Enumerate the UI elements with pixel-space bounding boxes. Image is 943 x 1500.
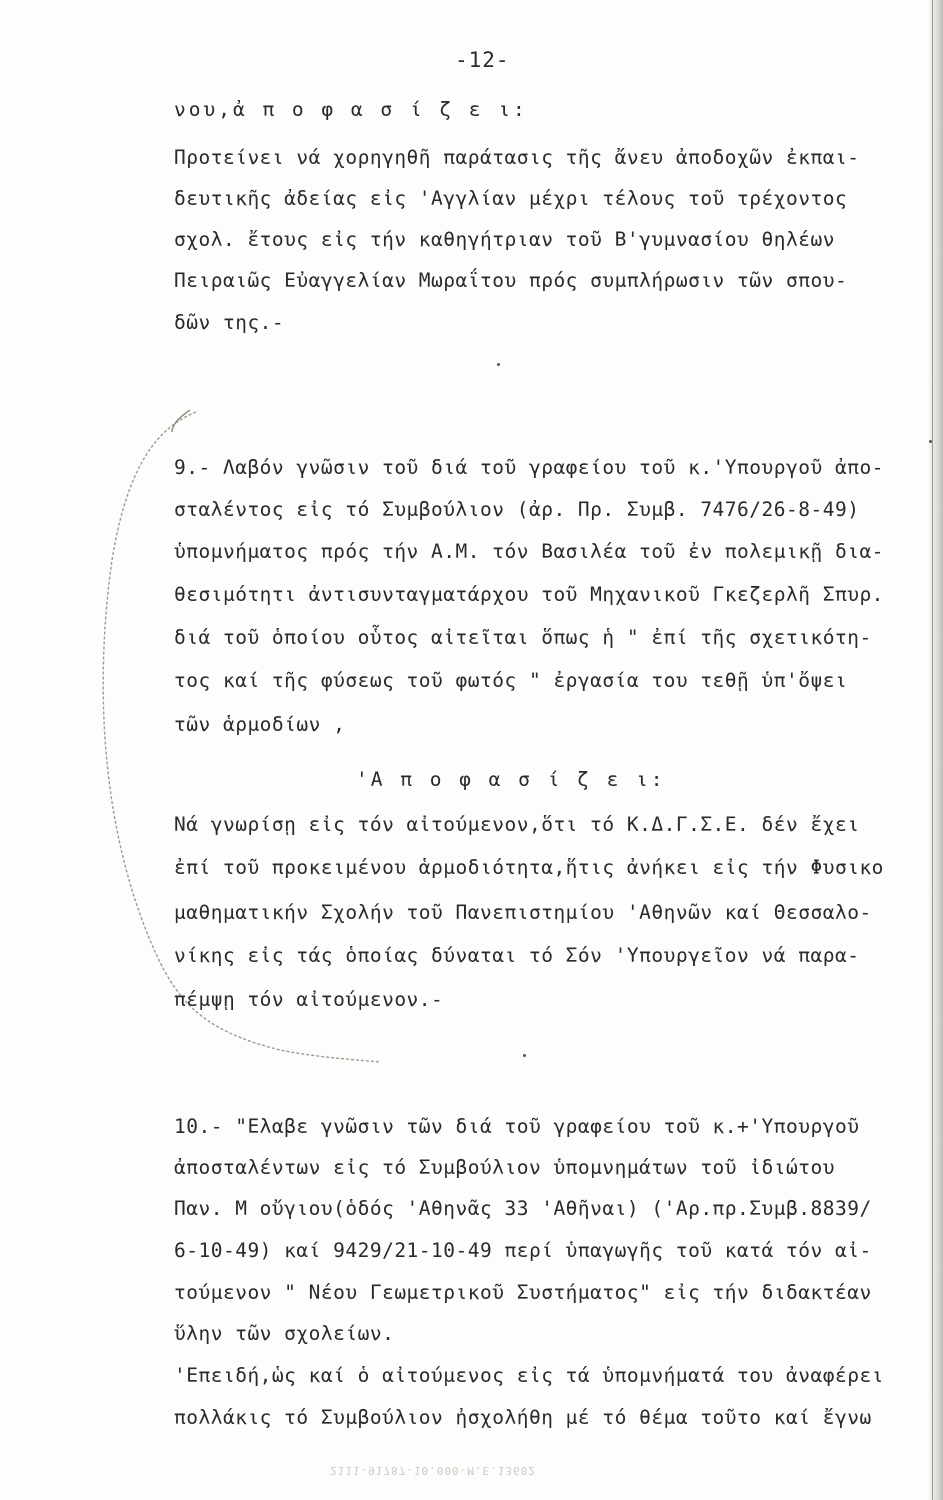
text-line: τούμενον " Νέου Γεωμετρικοῦ Συστήματος" εἰς τήν διδακτέαν xyxy=(174,1281,872,1304)
text-line: 'Επειδή,ὡς καί ὁ αἰτούμενος εἰς τά ὑπομνήματά του ἀναφέρει xyxy=(174,1364,884,1387)
ink-speck xyxy=(497,363,500,366)
text-line: 6-10-49) καί 9429/21-10-49 περί ὑπαγωγῆς τοῦ κατά τόν αἰ- xyxy=(174,1239,872,1262)
ink-speck xyxy=(523,1054,526,1057)
text-line: δευτικῆς ἀδείας εἰς 'Αγγλίαν μέχρι τέλους τοῦ τρέχοντος xyxy=(174,187,848,210)
text-line: πολλάκις τό Συμβούλιον ἠσχολήθη μέ τό θέμα τοῦτο καί ἔγνω xyxy=(174,1406,872,1429)
text-line: Πειραιῶς Εὐαγγελίαν Μωραΐτου πρός συμπλήρωσιν τῶν σπου- xyxy=(174,269,848,292)
text-line: ὑπομνήματος πρός τήν Α.Μ. τόν Βασιλέα τοῦ ἐν πολεμικῇ δια- xyxy=(174,540,884,563)
text-line: σχολ. ἔτους εἰς τήν καθηγήτριαν τοῦ Β'γυμνασίου θηλέων xyxy=(174,228,835,251)
text-line: ὕλην τῶν σχολείων. xyxy=(174,1322,395,1345)
text-line: σταλέντος εἰς τό Συμβούλιον (ἀρ. Πρ. Συμβ. 7476/26-8-49) xyxy=(174,498,860,521)
text-line: θεσιμότητι ἀντισυνταγματάρχου τοῦ Μηχανικοῦ Γκεζερλῆ Σπυρ. xyxy=(174,583,884,606)
text-line: τος καί τῆς φύσεως τοῦ φωτός " ἐργασία του τεθῇ ὑπ'ὄψει xyxy=(174,669,848,692)
text-line: ἐπί τοῦ προκειμένου ἁρμοδιότητα,ἥτις ἀνήκει εἰς τήν Φυσικο xyxy=(174,856,884,879)
text-line: Προτείνει νά χορηγηθῆ παράτασις τῆς ἄνευ ἀποδοχῶν ἐκπαι- xyxy=(174,146,860,169)
ink-speck xyxy=(929,440,932,443)
text-line: Νά γνωρίσῃ εἰς τόν αἰτούμενον,ὅτι τό Κ.Δ.Γ.Σ.Ε. δέν ἔχει xyxy=(174,813,860,836)
text-line: πέμψῃ τόν αἰτούμενον.- xyxy=(174,988,444,1011)
text-line: Παν. Μ οὔγιου(ὁδός 'Αθηνᾶς 33 'Αθῆναι) ('Αρ.πρ.Συμβ.8839/ xyxy=(174,1197,872,1220)
text-line: διά τοῦ ὁποίου οὗτος αἰτεῖται ὅπως ἡ " ἐπί τῆς σχετικότη- xyxy=(174,626,872,649)
text-line: 10.- "Ελαβε γνῶσιν τῶν διά τοῦ γραφείου τοῦ κ.+'Υπουργοῦ xyxy=(174,1115,860,1138)
text-line: ἀποσταλέντων εἰς τό Συμβούλιον ὑπομνημάτων τοῦ ἰδιώτου xyxy=(174,1156,835,1179)
text-line: μαθηματικήν Σχολήν τοῦ Πανεπιστημίου 'Αθηνῶν καί Θεσσαλο- xyxy=(174,901,872,924)
text-line: νίκης εἰς τάς ὁποίας δύναται τό Σόν 'Υπουργεῖον νά παρα- xyxy=(174,944,860,967)
text-line: τῶν ἁρμοδίων , xyxy=(174,713,346,736)
page-number: -12- xyxy=(455,48,510,72)
text-line: 'Α π ο φ α σ ί ζ ε ι: xyxy=(356,768,666,791)
text-line: νου,ἀ π ο φ α σ ί ζ ε ι: xyxy=(174,98,528,121)
text-line: δῶν της.- xyxy=(174,311,285,334)
text-line: 9.- Λαβόν γνῶσιν τοῦ διά τοῦ γραφείου τοῦ κ.'Υπουργοῦ ἀπο- xyxy=(174,456,884,479)
footer-imprint: 2111-91787-10.000-Μ.Ε.13602 xyxy=(330,1464,536,1477)
